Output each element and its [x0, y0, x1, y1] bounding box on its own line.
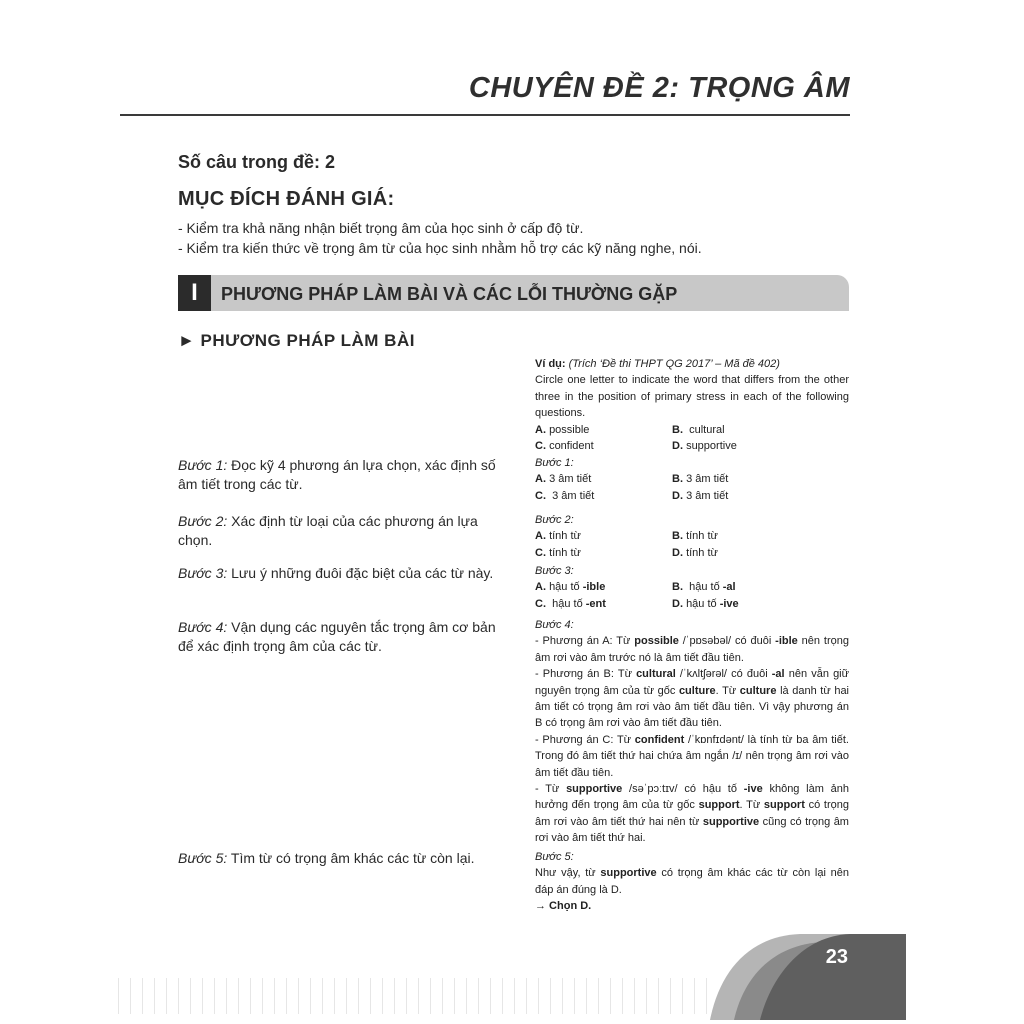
- step-3: [178, 564, 508, 583]
- chapter-title: CHUYÊN ĐỀ 2: TRỌNG ÂM: [468, 72, 850, 104]
- title-rule: [120, 114, 850, 116]
- option-d: supportive: [686, 440, 737, 453]
- step-text: Lưu ý những đuôi đặc biệt của các từ này.: [227, 565, 494, 581]
- step2-a: tính từ: [549, 530, 581, 543]
- step2-b: tính từ: [686, 530, 718, 543]
- footer-dot-pattern: [118, 978, 718, 1014]
- example-source: (Trích ‘Đề thi THPT QG 2017’ – Mã đề 402): [565, 358, 780, 370]
- example-step-4: [535, 617, 849, 847]
- example-step-3: Bước 3: A. hậu tố -ible B. hậu tố -al C. hậu tố -ent D. hậu tố -ive: [535, 563, 849, 612]
- step-text: Xác định từ loại của các phương án lựa chọn.: [178, 513, 478, 548]
- step3-c-text: hậu tố: [552, 597, 586, 610]
- step2-d: tính từ: [686, 546, 718, 559]
- step2-c: tính từ: [549, 546, 581, 559]
- step-1: [178, 456, 508, 494]
- step3-a-suffix: -ible: [582, 581, 606, 594]
- purpose-line-1: - Kiểm tra khả năng nhận biết trọng âm của học sinh ở cấp độ từ.: [178, 220, 584, 236]
- step-2: [178, 512, 508, 550]
- step4-line: âm tiết đầu tiên.: [535, 766, 614, 779]
- example-step-label: Bước 5:: [535, 851, 574, 863]
- num-questions: Số câu trong đề: 2: [178, 152, 336, 172]
- step-5: [178, 849, 508, 868]
- example-step-5: [535, 849, 849, 915]
- step4-line: âm tiết có trọng âm rơi vào âm tiết đầu tiên. Vì vậy phương án: [535, 701, 849, 714]
- step-4: [178, 618, 508, 656]
- example-label: Ví dụ:: [535, 358, 566, 370]
- page-number: 23: [825, 946, 848, 968]
- step1-b: 3 âm tiết: [686, 473, 729, 486]
- instruction-line: three in the position of primary stress in each of the following: [535, 390, 849, 403]
- section-number: I: [178, 275, 211, 311]
- step-label: Bước 5:: [178, 850, 228, 866]
- step4-line: âm rơi vào âm trước nó là âm tiết đầu tiên.: [535, 651, 744, 664]
- step-text: Vận dụng các nguyên tắc trọng âm cơ bản để xác định trọng âm của các từ.: [178, 619, 496, 654]
- section-title: PHƯƠNG PHÁP LÀM BÀI VÀ CÁC LỖI THƯỜNG GẶP: [221, 284, 678, 304]
- step-label: Bước 4:: [178, 619, 228, 635]
- example-step-label: Bước 2:: [535, 514, 574, 526]
- section-bar: [178, 275, 849, 311]
- step5-line: Như vậy, từ supportive có trọng âm khác các từ còn lại nên: [535, 867, 850, 880]
- step3-b-suffix: -al: [722, 581, 736, 594]
- step4-line: Trong đó âm tiết thứ hai chứa âm ngắn /ɪ/ nên trọng âm rơi vào: [535, 750, 849, 763]
- step5-line: đáp án đúng là D.: [535, 883, 622, 896]
- example-step-label: Bước 3:: [535, 565, 574, 577]
- example-step-label: Bước 1:: [535, 457, 574, 469]
- step1-c: 3 âm tiết: [552, 489, 595, 502]
- step4-line: B có trọng âm rơi vào âm tiết đầu tiên.: [535, 717, 722, 730]
- option-b: cultural: [689, 423, 725, 436]
- step1-d: 3 âm tiết: [686, 489, 729, 502]
- purpose-heading: MỤC ĐÍCH ĐÁNH GIÁ:: [178, 188, 395, 210]
- step3-b-text: hậu tố: [689, 581, 723, 594]
- example-step-2: Bước 2: A. tính từ B. tính từ C. tính từ D. tính từ: [535, 512, 849, 561]
- method-heading: ► PHƯƠNG PHÁP LÀM BÀI: [178, 331, 415, 350]
- step4-line: nguyên trọng âm của từ gốc culture. Từ culture là danh từ hai: [535, 684, 850, 697]
- step-text: Tìm từ có trọng âm khác các từ còn lại.: [227, 850, 475, 866]
- step4-line: rơi vào âm tiết thứ hai.: [535, 832, 646, 845]
- instruction-line: Circle one letter to indicate the word that differs from the other: [535, 374, 849, 387]
- purpose-line-2: - Kiểm tra kiến thức về trọng âm từ của học sinh nhằm hỗ trợ các kỹ năng nghe, nói.: [178, 240, 702, 256]
- example-block-intro: Ví dụ: (Trích ‘Đề thi THPT QG 2017’ – Mã đề 402) Circle one letter to indicate the word that differs from the other three in the position of primary stress in each of the following questions. A. possible B. cultural C. confident D. supportive: [535, 358, 849, 453]
- step3-d-suffix: -ive: [719, 597, 739, 610]
- step-label: Bước 2:: [178, 513, 228, 529]
- example-step-1: Bước 1: A. 3 âm tiết B. 3 âm tiết C. 3 âm tiết D. 3 âm tiết: [535, 455, 849, 504]
- instruction-line: questions.: [535, 407, 586, 420]
- step-text: Đọc kỹ 4 phương án lựa chọn, xác định số âm tiết trong các từ.: [178, 457, 496, 492]
- step4-line: hưởng đến trọng âm của từ gốc support. Từ support có trọng: [535, 799, 850, 812]
- step3-d-text: hậu tố: [686, 597, 720, 610]
- step3-c-suffix: -ent: [585, 597, 606, 610]
- example-step-label: Bước 4:: [535, 619, 574, 631]
- step1-a: 3 âm tiết: [549, 473, 592, 486]
- step4-line: âm rơi vào âm tiết thứ hai nên từ supportive cũng có trọng âm: [535, 815, 849, 828]
- step-label: Bước 1:: [178, 457, 228, 473]
- step3-a-text: hậu tố: [549, 581, 583, 594]
- step4-line: - Phương án B: Từ cultural /ˈkʌltʃərəl/ có đuôi -al nên vẫn giữ: [535, 668, 849, 681]
- footer-swoosh: [700, 930, 906, 1020]
- step4-line: - Từ supportive /səˈpɔːtɪv/ có hậu tố -ive không làm ảnh: [535, 783, 850, 796]
- option-c: confident: [549, 440, 594, 453]
- step4-line: - Phương án A: Từ possible /ˈpɒsəbəl/ có đuôi -ible nên trọng: [535, 635, 849, 648]
- option-a: possible: [549, 423, 590, 436]
- step4-line: - Phương án C: Từ confident /ˈkɒnfɪdənt/ là tính từ ba âm tiết.: [535, 733, 849, 746]
- answer-line: → Chọn D.: [535, 900, 592, 913]
- step-label: Bước 3:: [178, 565, 228, 581]
